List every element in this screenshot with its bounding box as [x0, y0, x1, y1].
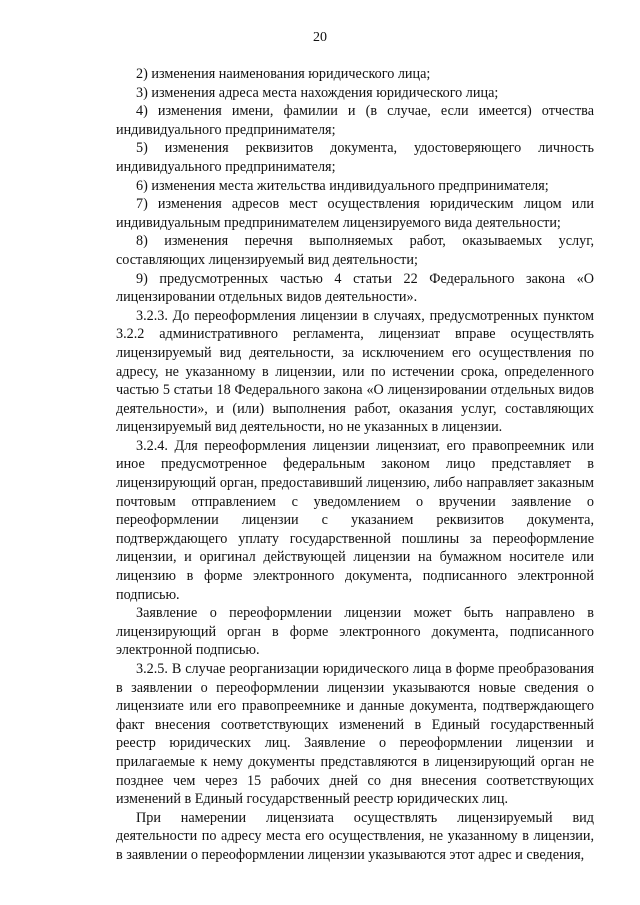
page-number: 20: [313, 30, 327, 45]
paragraph-item-6: 6) изменения места жительства индивидуального предпринимателя;: [136, 177, 549, 194]
paragraph-electronic-application: Заявление о переоформлении лицензии может быть направлено в лицензирующий орган в форме электронного документа, подписанного электронной подписью.: [116, 605, 594, 659]
paragraph-item-7: 7) изменения адресов мест осуществления юридическим лицом или индивидуальным предпринимателем лицензируемого вида деятельности;: [116, 196, 594, 231]
paragraph-item-2: 2) изменения наименования юридического лица;: [136, 66, 431, 82]
document-body: [116, 65, 594, 865]
paragraph-3-2-4: 3.2.4. Для переоформления лицензии лицензиат, его правопреемник или иное предусмотренное федеральным законом лицо представляет в лицензирующий орган, предоставивший лицензию, либо направляет заказным почтовым отправлением с уведомлением о вручении заявление о переоформлении лицензии с указанием реквизитов документа, подтверждающего уплату государственной пошлины за переоформление лицензии, и оригинал действующей лицензии на бумажном носителе или лицензию в форме электронного документа, подписанного электронной подписью.: [116, 437, 594, 603]
paragraph-item-4: 4) изменения имени, фамилии и (в случае, если имеется) отчества индивидуального предпринимателя;: [116, 103, 594, 138]
paragraph-new-address: При намерении лицензиата осуществлять лицензируемый вид деятельности по адресу места его осуществления, не указанному в лицензии, в заявлении о переоформлении лицензии указываются этот адрес и сведения,: [116, 809, 594, 863]
paragraph-item-8: 8) изменения перечня выполняемых работ, оказываемых услуг, составляющих лицензируемый вид деятельности;: [116, 233, 594, 268]
paragraph-item-3: 3) изменения адреса места нахождения юридического лица;: [136, 84, 499, 101]
paragraph-3-2-5: 3.2.5. В случае реорганизации юридического лица в форме преобразования в заявлении о переоформлении лицензии указываются новые сведения о лицензиате или его правопреемнике и данные документа, подтверждающего факт внесения соответствующих изменений в Единый государственный реестр юридических лиц. Заявление о переоформлении лицензии и прилагаемые к нему документы представляются в лицензирующий орган не позднее чем через 15 рабочих дней со дня внесения соответствующих изменений в Единый государственный реестр юридических лиц.: [116, 661, 594, 808]
paragraph-item-5: 5) изменения реквизитов документа, удостоверяющего личность индивидуального предпринимателя;: [116, 140, 594, 175]
paragraph-3-2-3: 3.2.3. До переоформления лицензии в случаях, предусмотренных пунктом 3.2.2 административного регламента, лицензиат вправе осуществлять лицензируемый вид деятельности, за исключением его осуществления по адресу, не указанному в лицензии, или по истечении срока, определенного частью 5 статьи 18 Федерального закона «О лицензировании отдельных видов деятельности», и (или) выполнения работ, оказания услуг, составляющих лицензируемый вид деятельности, но не указанных в лицензии.: [116, 307, 594, 436]
paragraph-item-9: 9) предусмотренных частью 4 статьи 22 Федерального закона «О лицензировании отдельных видов деятельности».: [116, 270, 594, 306]
